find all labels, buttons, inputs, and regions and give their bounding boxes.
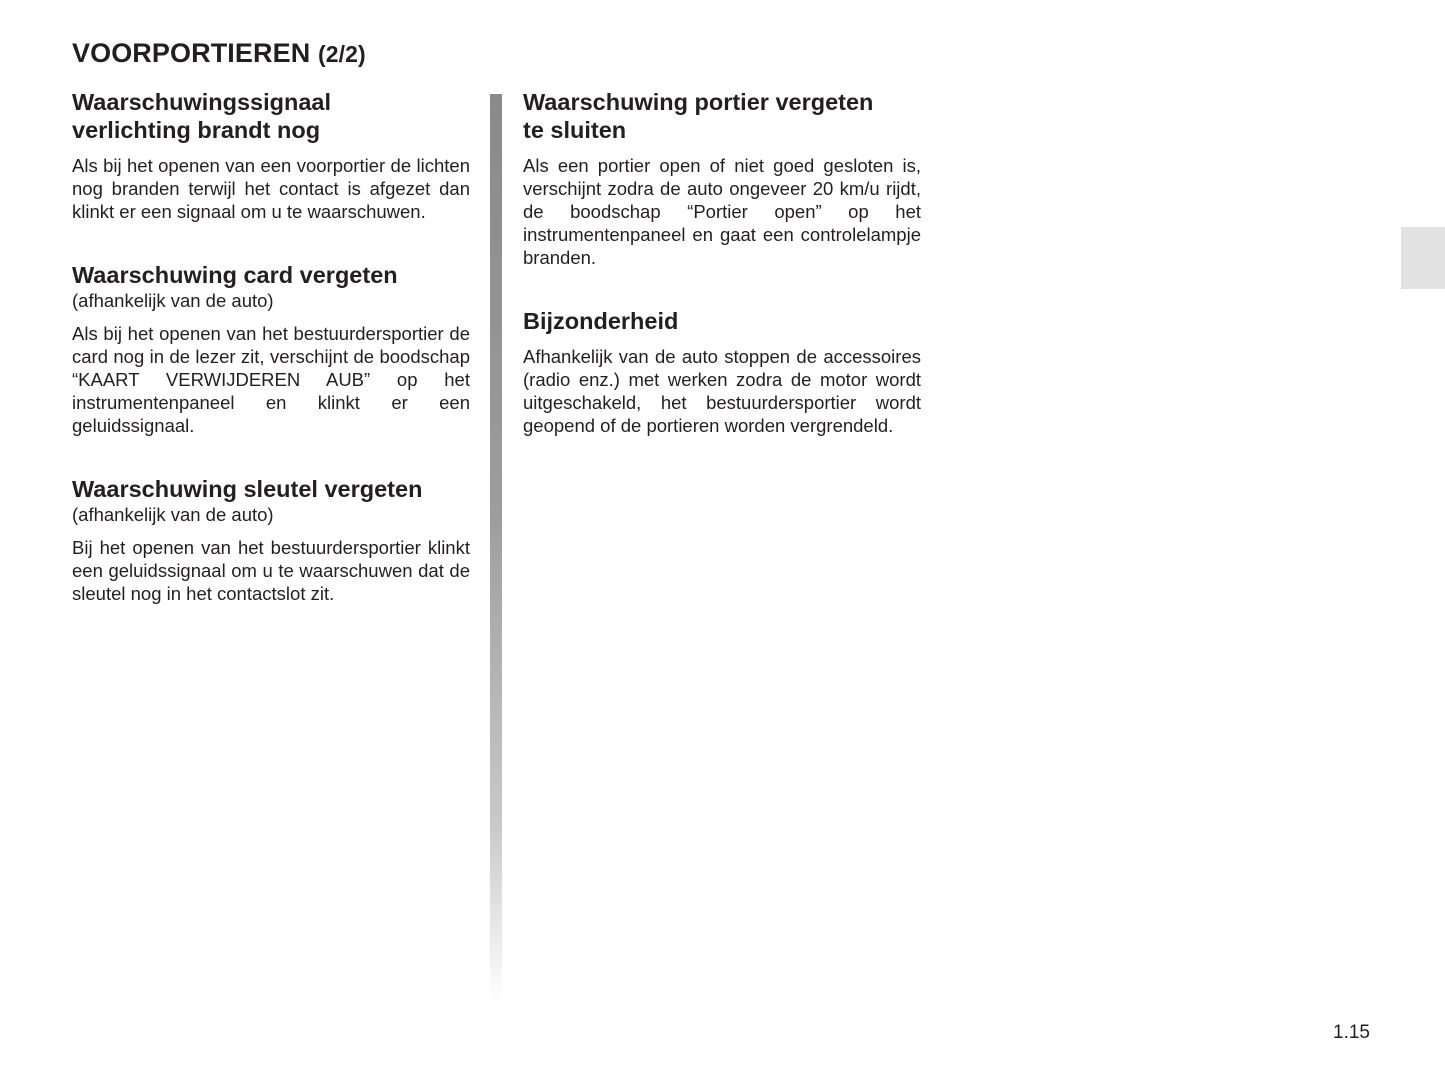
section-note: (afhankelijk van de auto) <box>72 504 274 525</box>
page-title <box>72 38 366 69</box>
section-heading <box>523 88 921 144</box>
right-column <box>523 88 921 475</box>
section-lighting-warning <box>72 88 470 223</box>
section-heading: Bijzonderheid <box>523 308 679 334</box>
section-card-warning <box>72 261 470 437</box>
section-body: Als bij het openen van een voorportier de lichten nog branden terwijl het contact is afgezet dan klinkt er een signaal om u te waarschuwen. <box>72 155 470 222</box>
heading-line-2: verlichting brandt nog <box>72 117 321 143</box>
section-body: Bij het openen van het bestuurdersportier klinkt een geluidssignaal om u te waarschuwen dat de sleutel nog in het contactslot zit. <box>72 537 470 604</box>
section-key-warning <box>72 475 470 605</box>
section-body: Afhankelijk van de auto stoppen de accessoires (radio enz.) met werken zodra de motor wordt uitgeschakeld, het bestuurdersportier wordt geopend of de portieren worden vergrendeld. <box>523 346 921 436</box>
page-title-suffix: (2/2) <box>317 41 366 67</box>
heading-line-2: te sluiten <box>523 117 627 143</box>
section-body: Als bij het openen van het bestuurdersportier de card nog in de lezer zit, verschijnt de boodschap “KAART VERWIJDEREN AUB” op het instrumentenpaneel en klinkt er een geluidssignaal. <box>72 323 470 436</box>
section-note: (afhankelijk van de auto) <box>72 290 274 311</box>
section-heading: Waarschuwing sleutel vergeten <box>72 476 423 502</box>
section-particularity <box>523 307 921 437</box>
heading-line-1: Waarschuwingssignaal <box>72 89 332 115</box>
left-column <box>72 88 470 643</box>
section-heading <box>72 88 470 144</box>
section-door-warning <box>523 88 921 269</box>
column-divider <box>490 94 502 1004</box>
heading-line-1: Waarschuwing portier vergeten <box>523 89 874 115</box>
chapter-tab-marker <box>1401 227 1445 289</box>
section-heading: Waarschuwing card vergeten <box>72 262 398 288</box>
page-title-main: VOORPORTIEREN <box>72 38 311 68</box>
section-body: Als een portier open of niet goed gesloten is, verschijnt zodra de auto ongeveer 20 km/u rijdt, de boodschap “Portier open” op het instrumentenpaneel en gaat een controlelampje branden. <box>523 155 921 268</box>
page-number: 1.15 <box>1333 1022 1370 1043</box>
